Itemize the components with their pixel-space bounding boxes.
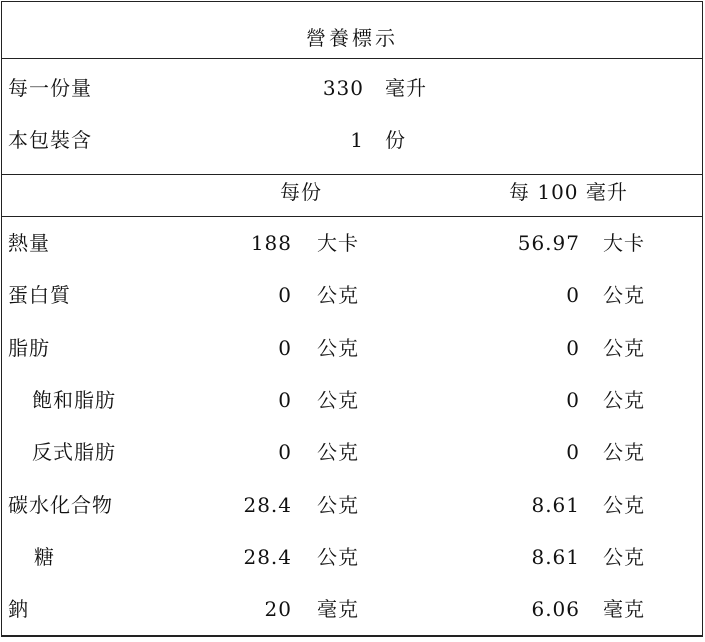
serving-count-unit: 份 — [385, 128, 406, 152]
per-100-unit: 公克 — [603, 388, 645, 412]
label-title: 營養標示 — [306, 26, 398, 50]
nutrient-name: 碳水化合物 — [8, 493, 113, 517]
per-serving-unit: 公克 — [317, 493, 359, 517]
per-100-unit: 公克 — [603, 283, 645, 307]
per-serving-value: 0 — [278, 440, 292, 464]
serving-count-value: 1 — [350, 128, 364, 152]
nutrition-label — [1, 1, 703, 637]
serving-divider — [2, 174, 702, 175]
per-serving-value: 28.4 — [243, 493, 292, 517]
nutrient-name: 反式脂肪 — [32, 440, 116, 464]
per-100-unit: 公克 — [603, 336, 645, 360]
per-serving-value: 188 — [250, 231, 292, 255]
nutrient-name: 糖 — [34, 545, 55, 569]
per-100-unit: 公克 — [603, 545, 645, 569]
per-100-value: 0 — [566, 336, 580, 360]
nutrient-name: 鈉 — [8, 597, 29, 621]
header-per-serving: 每份 — [280, 180, 322, 204]
title-divider — [2, 58, 702, 59]
per-serving-unit: 公克 — [317, 545, 359, 569]
per-100-unit: 公克 — [603, 440, 645, 464]
header-divider — [2, 216, 702, 217]
per-100-unit: 毫克 — [603, 597, 645, 621]
per-serving-value: 0 — [278, 283, 292, 307]
per-serving-unit: 公克 — [317, 283, 359, 307]
per-serving-unit: 毫克 — [317, 597, 359, 621]
per-100-value: 0 — [566, 283, 580, 307]
serving-count-label: 本包裝含 — [8, 128, 92, 152]
per-100-value: 8.61 — [531, 493, 580, 517]
per-serving-value: 20 — [264, 597, 292, 621]
per-100-unit: 公克 — [603, 493, 645, 517]
per-serving-unit: 大卡 — [317, 231, 359, 255]
per-100-unit: 大卡 — [603, 231, 645, 255]
per-100-value: 0 — [566, 440, 580, 464]
serving-size-unit: 毫升 — [385, 76, 427, 100]
per-100-value: 0 — [566, 388, 580, 412]
per-serving-value: 0 — [278, 336, 292, 360]
per-serving-unit: 公克 — [317, 440, 359, 464]
per-100-value: 56.97 — [517, 231, 580, 255]
per-serving-value: 0 — [278, 388, 292, 412]
nutrient-name: 蛋白質 — [8, 283, 71, 307]
serving-size-value: 330 — [322, 76, 364, 100]
nutrient-name: 熱量 — [8, 231, 50, 255]
nutrient-name: 脂肪 — [8, 336, 50, 360]
per-100-value: 8.61 — [531, 545, 580, 569]
serving-size-label: 每一份量 — [8, 76, 92, 100]
per-serving-unit: 公克 — [317, 388, 359, 412]
per-serving-value: 28.4 — [243, 545, 292, 569]
nutrient-name: 飽和脂肪 — [32, 388, 116, 412]
per-serving-unit: 公克 — [317, 336, 359, 360]
per-100-value: 6.06 — [531, 597, 580, 621]
header-per-100: 每 100 毫升 — [509, 180, 628, 204]
